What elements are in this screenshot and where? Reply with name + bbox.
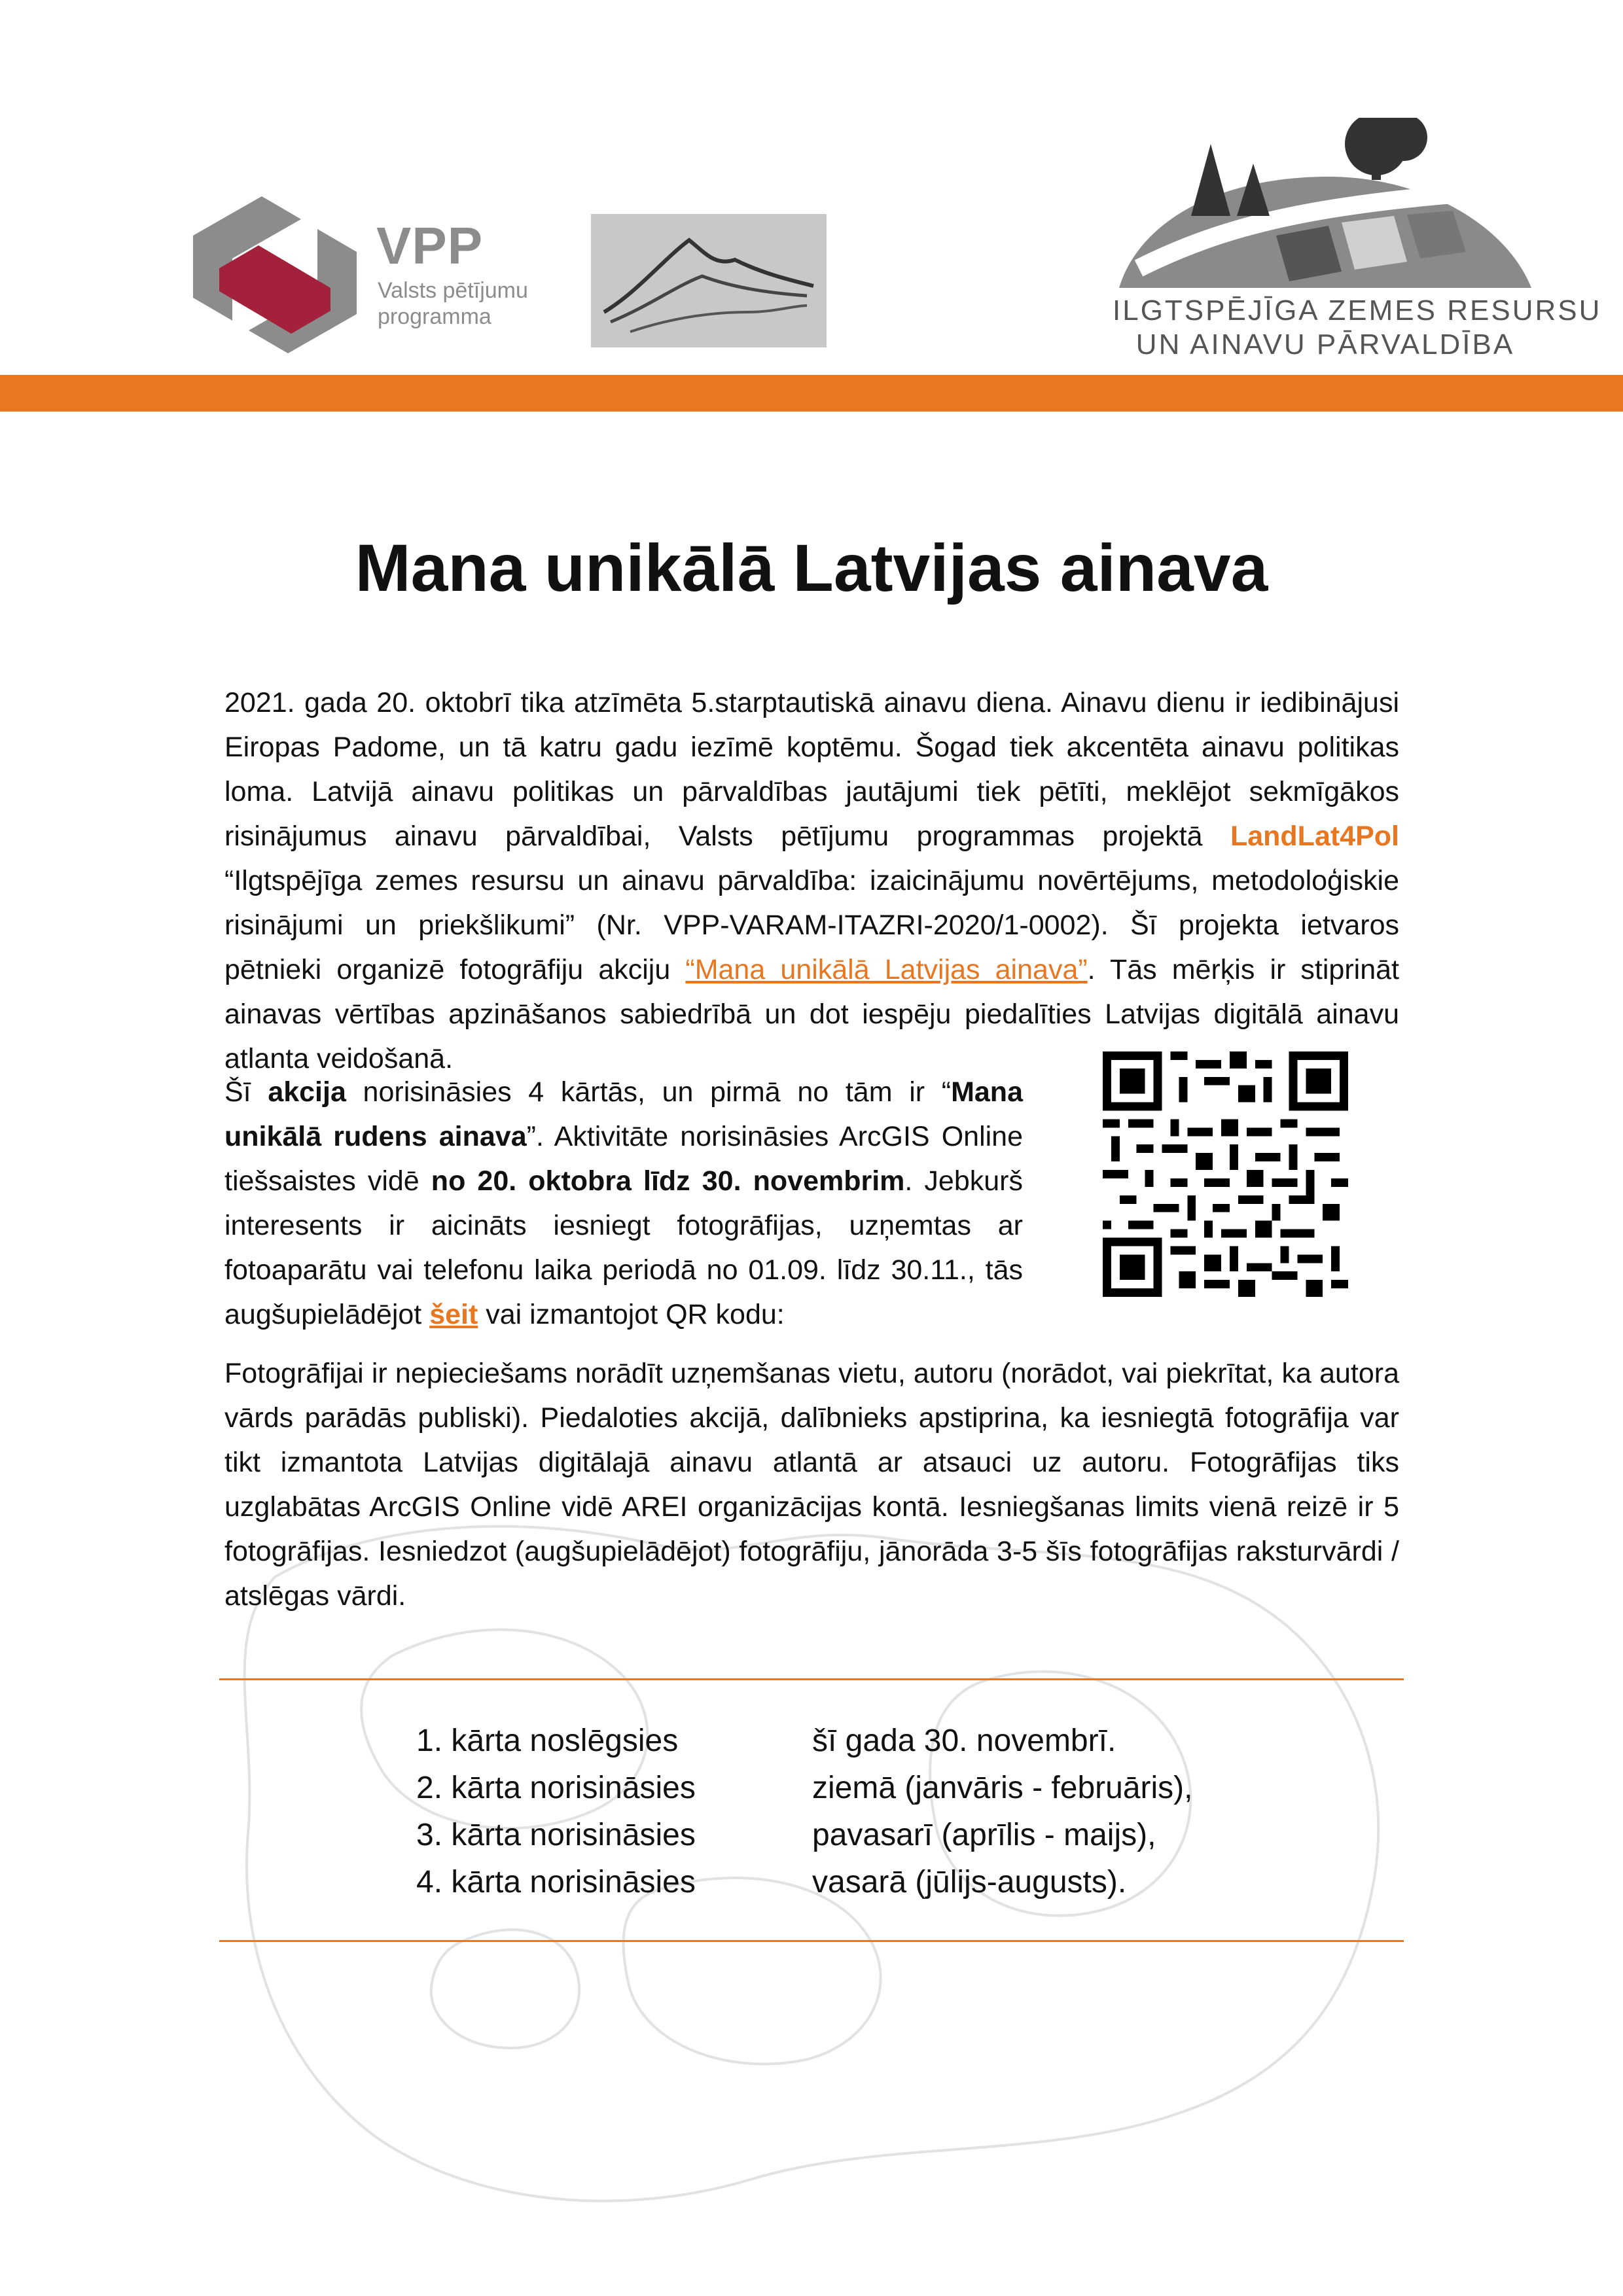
schedule-when: ziemā (janvāris - februāris), (812, 1771, 1193, 1805)
campaign-text-4: . Jebkurš interesents ir aicināts iesniegt fotogrāfijas, uzņemtas ar fotoaparātu vai telefonu laika periodā no 01.09. līdz 30.11., tās augšupielādējot (224, 1165, 1023, 1330)
intro-text-2: “Ilgtspējīga zemes resursu un ainavu pārvaldība: izaicinājumu novērtējums, metodoloģiskie risinājumi un priekšlikumi” (Nr. VPP-VARAM-ITAZRI-2020/1-0002). Šī projekta ietvaros pētnieki organizē fotogrāfiju akciju (224, 865, 1399, 985)
schedule-bottom-rule (219, 1940, 1404, 1942)
schedule-row (416, 1718, 1332, 1765)
campaign-text-1: Šī (224, 1076, 268, 1108)
vpp-logo-subtitle-line1: Valsts pētījumu (378, 278, 528, 303)
schedule-when: vasarā (jūlijs-augusts). (812, 1865, 1127, 1899)
schedule-row (416, 1765, 1332, 1812)
page-title: Mana unikālā Latvijas ainava (355, 531, 1268, 605)
landscape-logo (1113, 118, 1602, 366)
campaign-bold-2: Mana unikālā rudens ainava (224, 1076, 1023, 1152)
intro-text-3: . Tās mērķis ir stiprināt ainavas vērtības apzināšanos sabiedrībā un dot iespēju piedalīties Latvijas digitālā ainavu atlanta veidošanā. (224, 954, 1399, 1074)
schedule-top-rule (219, 1678, 1404, 1680)
schedule-when: šī gada 30. novembrī. (812, 1723, 1116, 1758)
project-name: LandLat4Pol (1230, 821, 1399, 852)
vpp-mark-icon (187, 196, 363, 353)
qr-code-icon[interactable] (1103, 1051, 1348, 1297)
schedule-round: 3. kārta norisināsies (416, 1818, 696, 1852)
campaign-text-3: ”. Aktivitāte norisināsies ArcGIS Online tiešsaistes vidē (224, 1121, 1024, 1197)
campaign-text-5: vai izmantojot QR kodu: (478, 1299, 785, 1330)
landscape-hills-icon (1113, 118, 1538, 294)
mountain-logo (591, 214, 827, 347)
mountain-sketch-icon (591, 214, 827, 347)
header-orange-band (0, 375, 1623, 412)
schedule-row (416, 1812, 1332, 1859)
vpp-logo-word: VPP (376, 217, 484, 275)
campaign-link[interactable]: “Mana unikālā Latvijas ainava” (685, 954, 1088, 985)
landscape-logo-caption-line1: ILGTSPĒJĪGA ZEMES RESURSU (1113, 294, 1602, 327)
campaign-bold-3: no 20. oktobra līdz 30. novembrim (431, 1165, 905, 1197)
schedule-when: pavasarī (aprīlis - maijs), (812, 1818, 1156, 1852)
campaign-bold-1: akcija (268, 1076, 346, 1108)
schedule-list (416, 1718, 1332, 1906)
vpp-logo-subtitle-line2: programma (378, 304, 491, 329)
campaign-text-2: norisināsies 4 kārtās, un pirmā no tām ir “ (346, 1076, 952, 1108)
upload-link[interactable]: šeit (429, 1299, 478, 1330)
vpp-logo (187, 196, 566, 353)
schedule-round: 4. kārta norisināsies (416, 1865, 696, 1899)
schedule-round: 1. kārta noslēgsies (416, 1723, 679, 1758)
schedule-row (416, 1859, 1332, 1906)
intro-paragraph (224, 680, 1399, 1081)
campaign-paragraph (224, 1070, 1023, 1337)
rules-paragraph: Fotogrāfijai ir nepieciešams norādīt uzņemšanas vietu, autoru (norādot, vai piekrītat, ka autora vārds parādās publiski). Piedaloties akcijā, dalībnieks apstiprina, ka iesniegtā fotogrāfija var tikt izmantota Latvijas digitālajā ainavu atlantā ar atsauci uz autoru. Fotogrāfijas tiks uzglabātas ArcGIS Online vidē AREI organizācijas kontā. Iesniegšanas limits vienā reizē ir 5 fotogrāfijas. Iesniedzot (augšupielādējot) fotogrāfiju, jānorāda 3-5 šīs fotogrāfijas raksturvārdi / atslēgas vārdi. (224, 1358, 1399, 1612)
landscape-logo-caption-line2: UN AINAVU PĀRVALDĪBA (1135, 328, 1515, 361)
intro-text-1: 2021. gada 20. oktobrī tika atzīmēta 5.starptautiskā ainavu diena. Ainavu dienu ir iedibinājusi Eiropas Padome, un tā katru gadu iezīmē koptēmu. Šogad tiek akcentēta ainavu politikas loma. Latvijā ainavu politikas un pārvaldības jautājumi tiek pētīti, meklējot sekmīgākos risinājumus ainavu pārvaldībai, Valsts pētījumu programmas projektā (224, 687, 1399, 852)
schedule-round: 2. kārta norisināsies (416, 1771, 696, 1805)
